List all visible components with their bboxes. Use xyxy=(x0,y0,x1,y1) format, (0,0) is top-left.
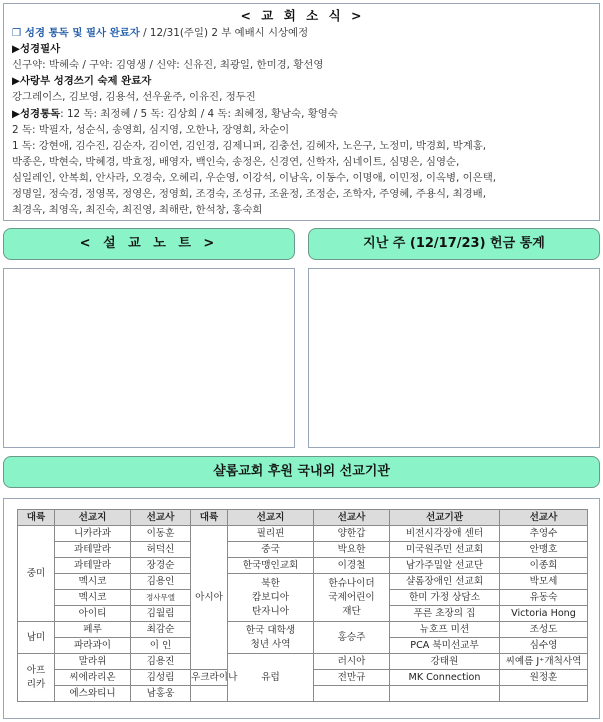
table-row xyxy=(18,558,588,574)
missionary-cell: 강태원 xyxy=(390,654,500,670)
mission-field-cell: 말라위 xyxy=(55,654,131,670)
organization-cell: 남가주밀알 선교단 xyxy=(390,558,500,574)
missionary-cell: 남홍웅 xyxy=(131,686,191,702)
missionary-cell: 최감순 xyxy=(131,622,191,638)
church-news-box xyxy=(3,3,600,221)
col-header: 선교지 xyxy=(228,510,314,526)
continent-cell: 유럽 xyxy=(228,654,314,702)
news-text: / 12/31(주일) 2 부 예배시 시상예정 xyxy=(139,27,309,40)
mission-field-line: 캄보디아 xyxy=(251,591,290,603)
continent-cell: 남미 xyxy=(18,622,55,654)
sermon-notes-area xyxy=(3,268,295,448)
mission-field-cell: 과테말라 xyxy=(55,558,131,574)
continent-cell: 중미 xyxy=(18,526,55,622)
missionary-cell: 장경순 xyxy=(131,558,191,574)
missionary-cell: 안맹호 xyxy=(500,542,588,558)
news-text: : 12 독: 최정혜 / 5 독: 김상희 / 4 독: 최혜정, 황남숙, 황영숙 xyxy=(60,107,338,120)
col-header: 선교기관 xyxy=(390,510,500,526)
col-header: 선교사 xyxy=(131,510,191,526)
missionary-cell: 전만규 xyxy=(314,670,390,686)
missionary-cell: 이경철 xyxy=(314,558,390,574)
missionary-cell: 유동숙 xyxy=(500,590,588,606)
mission-field-cell: 멕시코 xyxy=(55,590,131,606)
missionary-cell: 이동훈 xyxy=(131,526,191,542)
continent-line: 아프 xyxy=(26,664,46,676)
mission-field-cell: 과테말라 xyxy=(55,542,131,558)
news-line xyxy=(12,73,593,89)
missionary-cell: 김월림 xyxy=(131,606,191,622)
organization-cell: PCA 북미선교부 xyxy=(390,638,500,654)
mission-field-cell: 멕시코 xyxy=(55,574,131,590)
mission-field-line: 북한 xyxy=(261,577,280,589)
sermon-notes-header: < 설 교 노 트 > xyxy=(3,228,295,260)
mission-field-cell: 페루 xyxy=(55,622,131,638)
organization-cell: MK Connection xyxy=(390,670,500,686)
table-row xyxy=(18,526,588,542)
missions-table-box xyxy=(3,498,600,719)
col-header: 대륙 xyxy=(191,510,228,526)
news-line: 1 독: 강현애, 김수진, 김순자, 김이연, 김인경, 김제니퍼, 김충선, 김혜자, 노은구, 노정미, 박경희, 박계홍, xyxy=(12,139,487,152)
mission-field-cell: 한국맹인교회 xyxy=(228,558,314,574)
mission-field-line: 청년 사역 xyxy=(250,638,291,650)
table-row xyxy=(18,654,588,670)
missionary-cell: 박요한 xyxy=(314,542,390,558)
news-line: 신구약: 박혜숙 / 구약: 김영생 / 신약: 신유진, 최광일, 한미경, 황선영 xyxy=(12,59,324,72)
table-row xyxy=(18,574,588,590)
missionary-cell xyxy=(314,686,390,702)
news-line: 최경옥, 최영옥, 최진숙, 최진영, 최해란, 한석창, 홍숙희 xyxy=(12,204,263,217)
missionary-line: 국제어린이 xyxy=(328,591,375,603)
continent-line: 리카 xyxy=(26,678,46,690)
missionary-cell: 홍승주 xyxy=(314,622,390,654)
col-header: 대륙 xyxy=(18,510,55,526)
mission-field-cell xyxy=(228,622,314,654)
continent-cell xyxy=(18,654,55,702)
organization-cell: 씨예름 J⁺개척사역 xyxy=(500,654,588,670)
organization-cell: 미국원주민 선교회 xyxy=(390,542,500,558)
missions-table xyxy=(17,509,588,702)
missionary-cell: 이종희 xyxy=(500,558,588,574)
missionary-cell: 김용인 xyxy=(131,574,191,590)
missionary-cell xyxy=(500,686,588,702)
missionary-cell: 추영수 xyxy=(500,526,588,542)
missionary-cell: 김성림 xyxy=(131,670,191,686)
missionary-cell xyxy=(314,574,390,622)
mission-field-cell: 씨에라리온 xyxy=(55,670,131,686)
table-row xyxy=(18,622,588,638)
news-line: 강그레이스, 김보영, 김용석, 선우윤주, 이유진, 정두진 xyxy=(12,91,256,104)
missionary-cell: 조성도 xyxy=(500,622,588,638)
table-row xyxy=(18,542,588,558)
table-header-row xyxy=(18,510,588,526)
mission-field-cell: 필리핀 xyxy=(228,526,314,542)
missionary-line: 한슈나이더 xyxy=(328,577,375,589)
mission-field-cell: 에스와티니 xyxy=(55,686,131,702)
missionary-line: 재단 xyxy=(342,605,361,617)
missionary-cell: 이 인 xyxy=(131,638,191,654)
news-line: 정명일, 정숙경, 정영목, 정영은, 정영희, 조경숙, 조성규, 조윤정, 조정순, 조학자, 주영혜, 주용식, 최경배, xyxy=(12,188,487,201)
news-subheading: ▶사랑부 성경쓰기 숙제 완료자 xyxy=(12,75,152,88)
news-line xyxy=(12,106,593,122)
news-line: 심일레인, 안복희, 안사라, 오경숙, 오혜리, 우순영, 이강석, 이남옥, 이동수, 이명애, 이민정, 이옥병, 이은택, xyxy=(12,171,497,184)
organization-cell: 샬롬장애인 선교회 xyxy=(390,574,500,590)
mission-field-cell: 파라과이 xyxy=(55,638,131,654)
church-news-title: < 교 회 소 식 > xyxy=(240,8,365,23)
organization-cell xyxy=(390,686,500,702)
missionary-cell: 허덕신 xyxy=(131,542,191,558)
mission-field-line: 한국 대학생 xyxy=(245,624,296,636)
news-heading: ❒ 성경 통독 및 필사 완료자 xyxy=(12,27,140,40)
offering-stats-header: 지난 주 (12/17/23) 헌금 통계 xyxy=(308,228,600,260)
missionary-cell: 원정훈 xyxy=(500,670,588,686)
mission-field-cell: 중국 xyxy=(228,542,314,558)
news-subheading: ▶성경필사 xyxy=(12,43,61,56)
mission-field-cell: 아이티 xyxy=(55,606,131,622)
missionary-cell: Victoria Hong xyxy=(500,606,588,622)
col-header: 선교사 xyxy=(500,510,588,526)
organization-cell: 뉴호프 미션 xyxy=(390,622,500,638)
offering-stats-area xyxy=(308,268,600,448)
missionary-cell: 정사무엘 xyxy=(131,590,191,606)
mission-field-cell: 니카라과 xyxy=(55,526,131,542)
missionary-cell: 양한갑 xyxy=(314,526,390,542)
missionary-cell: 박모세 xyxy=(500,574,588,590)
mission-field-cell: 러시아 xyxy=(314,654,390,670)
mission-field-cell xyxy=(228,574,314,622)
news-subheading: ▶성경통독 xyxy=(12,107,61,120)
news-line xyxy=(12,41,593,57)
missions-header: 샬롬교회 후원 국내외 선교기관 xyxy=(3,456,600,488)
continent-cell: 아시아 xyxy=(191,526,228,670)
news-line: 2 독: 박필자, 성순식, 송영희, 심지영, 오한나, 장영희, 차순이 xyxy=(12,123,290,136)
col-header: 선교사 xyxy=(314,510,390,526)
organization-cell: 비전시각장애 센터 xyxy=(390,526,500,542)
mission-field-line: 탄자니아 xyxy=(251,605,290,617)
news-line: 박종은, 박현숙, 박혜경, 박효정, 배영자, 백인숙, 송정은, 신경연, 신학자, 심네이트, 심명은, 심영순, xyxy=(12,155,460,168)
col-header: 선교지 xyxy=(55,510,131,526)
missionary-cell: 김용진 xyxy=(131,654,191,670)
mission-field-cell: 우크라이나 xyxy=(191,670,228,686)
organization-cell: 한미 가정 상담소 xyxy=(390,590,500,606)
news-line xyxy=(12,25,593,41)
missionary-cell: 심수영 xyxy=(500,638,588,654)
mission-field-cell xyxy=(191,686,228,702)
organization-cell: 푸른 초장의 집 xyxy=(390,606,500,622)
